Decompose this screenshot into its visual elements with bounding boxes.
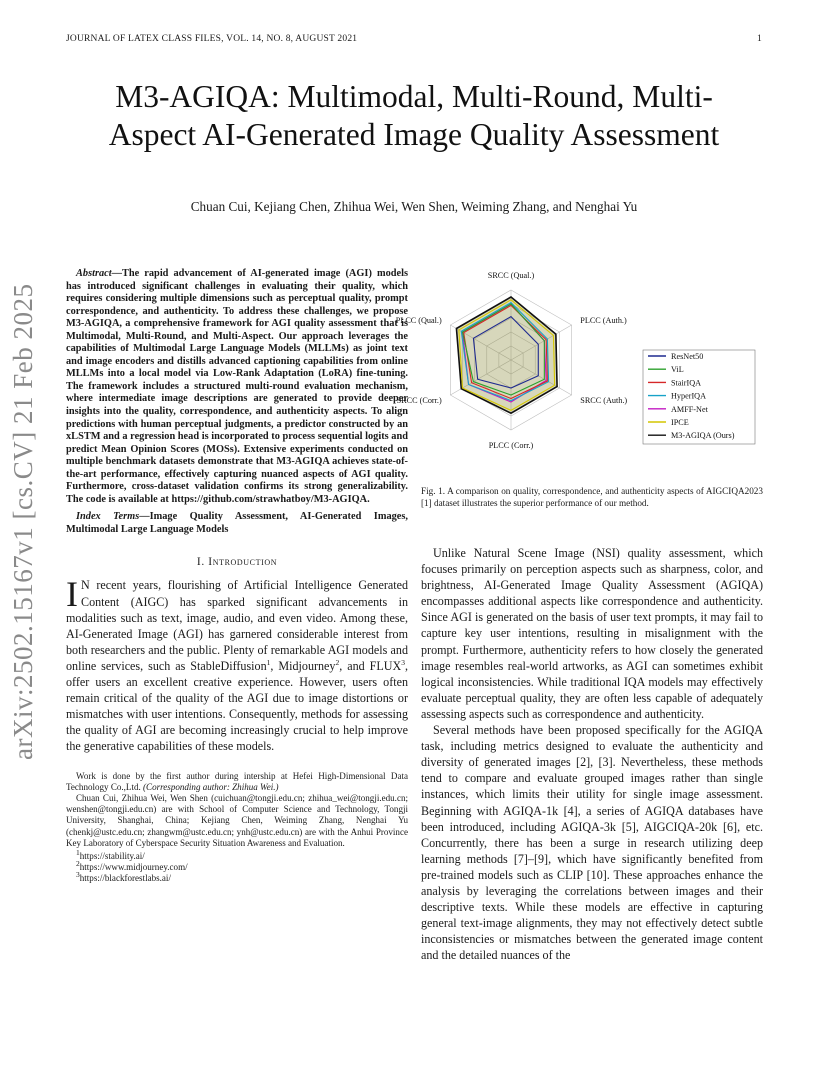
- index-terms: [66, 511, 408, 536]
- left-column: [66, 268, 408, 885]
- corresponding-author-note: (Corresponding author: Zhihua Wei.): [143, 781, 279, 792]
- axis-label: SRCC (Corr.): [396, 396, 442, 405]
- figure-caption: Fig. 1. A comparison on quality, correspondence, and authenticity aspects of AIGCIQA2023 [1] dataset illustrates the superior performance of our method.: [421, 486, 763, 508]
- legend-label: AMFF-Net: [671, 404, 708, 414]
- intro-text-d: , offer users an excellent creative experience. However, users often remain critical of the quality of the AGI due to image distortions or mismatches with user intentions. Consequently, methods for assessing the quality of AGI are becoming increasingly crucial to help improve the generative capabilities of these models.: [66, 658, 408, 754]
- work-note: [66, 771, 408, 793]
- axis-label: PLCC (Corr.): [488, 441, 534, 450]
- footnote-link-2[interactable]: [66, 859, 408, 873]
- intro-text-a: N recent years, flourishing of Artificial Intelligence Generated Content (AIGC) has sparked significant advancements in modalities such as text, image, audio, and even video. Among these, AI-Generated Image (AGI) has garnered considerable interest from both researchers and the public. Plenty of remarkable AGI models and online services, such as StableDiffusion: [66, 578, 408, 673]
- work-note-text: Work is done by the first author during intership at Hefei High-Dimensional Data Technology Co.,Ltd.: [66, 770, 408, 792]
- axis-label: SRCC (Qual.): [487, 271, 535, 280]
- affiliation-note: Chuan Cui, Zhihua Wei, Wen Shen (cuichuan@tongji.edu.cn; zhihua_wei@tongji.edu.cn; wenshen@tongji.edu.cn) are with School of Computer Science and Technology, Tongji University, Shanghai, China; Kejiang Chen, Weiming Zhang, Nenghai Yu (chenkj@ustc.edu.cn; zhangwm@ustc.edu.cn; ynh@ustc.edu.cn) are with the Anhui Province Key Laboratory of Cyberspace Security Situation Awareness and Evaluation.: [66, 792, 408, 848]
- author-list: Chuan Cui, Kejiang Chen, Zhihua Wei, Wen Shen, Weiming Zhang, and Nenghai Yu: [190, 199, 638, 214]
- footnote-url[interactable]: https://blackforestlabs.ai/: [79, 873, 171, 884]
- footnote-url[interactable]: https://stability.ai/: [79, 850, 145, 861]
- footnote-mark: 2: [76, 859, 80, 869]
- intro-paragraph: [66, 574, 408, 754]
- legend-label: ViL: [671, 365, 684, 375]
- section-heading: I. Introduction: [196, 556, 278, 569]
- series-m3-agiqa-ours: [456, 297, 557, 413]
- right-column: [421, 545, 763, 963]
- page-number: 1: [757, 34, 762, 44]
- radar-series-group: [456, 297, 557, 413]
- drop-cap: I: [66, 574, 78, 615]
- footnote-ref-3[interactable]: 3: [401, 657, 405, 667]
- radar-chart: [395, 270, 763, 480]
- intro-text-b: , Midjourney: [270, 658, 336, 673]
- arxiv-identifier[interactable]: arXiv:2502.15167v1 [cs.CV] 21 Feb 2025: [8, 283, 38, 760]
- abstract-lead: Abstract: [76, 268, 112, 279]
- legend-label: M3-AGIQA (Ours): [671, 431, 735, 441]
- footnote-ref-2[interactable]: 2: [335, 657, 340, 667]
- index-terms-text: —Image Quality Assessment, AI-Generated Images, Multimodal Large Language Models: [66, 511, 408, 535]
- index-terms-lead: Index Terms: [76, 511, 140, 523]
- footnote-url[interactable]: https://www.midjourney.com/: [79, 862, 188, 873]
- legend-label: StairIQA: [671, 378, 702, 388]
- axis-label: PLCC (Qual.): [395, 316, 442, 325]
- running-header: [66, 34, 762, 44]
- legend-label: HyperIQA: [671, 391, 707, 401]
- figure-1: [395, 270, 763, 480]
- footnote-link-1[interactable]: [66, 847, 408, 862]
- legend-label: ResNet50: [671, 352, 704, 361]
- abstract: [66, 268, 408, 506]
- journal-line: JOURNAL OF LATEX CLASS FILES, VOL. 14, NO. 8, AUGUST 2021: [66, 34, 358, 44]
- paper-title: M3-AGIQA: Multimodal, Multi-Round, Multi-Aspect AI-Generated Image Quality Assessment: [108, 79, 720, 152]
- legend-label: IPCE: [671, 418, 689, 427]
- footnote-mark: 3: [76, 870, 80, 880]
- footnote-mark: 1: [76, 847, 80, 857]
- paragraph-nsi: Unlike Natural Scene Image (NSI) quality assessment, which focuses primarily on perception aspects such as sharpness, color, and brightness, AI-Generated Image Quality Assessment (AGIQA) encompasses additional aspects like correspondence and authenticity. Since AGI is generated on the basis of user text prompts, it may fail to capture key user intentions, resulting in misalignment with the prompt. Furthermore, authenticity refers to how closely the generated image resembles real-world artworks, as AGI can sometimes exhibit logical inconsistencies. While traditional IQA models may effectively evaluate perceptual quality, they are often less capable of adequately assessing aspects such as correspondence and authenticity.: [421, 546, 763, 721]
- axis-label: SRCC (Auth.): [580, 396, 628, 405]
- axis-label: PLCC (Auth.): [580, 316, 627, 325]
- chart-legend: [643, 350, 755, 444]
- footnote-ref-1[interactable]: 1: [266, 657, 271, 667]
- footnotes: [66, 771, 408, 885]
- paragraph-methods: Several methods have been proposed specifically for the AGIQA task, including metrics designed to evaluate the authenticity and diversity of generated images [2], [3]. Nevertheless, these methods tend to compare and evaluate grouped images rather than single instances, which limits their utility for single image assessment. Beginning with AGIQA-1k [4], a series of AGIQA databases have been introduced, including AGIQA-3k [5], AIGCIQA-20k [6], etc. Concurrently, there has been a surge in research utilizing deep learning methods [7]–[9], which have significantly benefited from pre-trained models such as CLIP [10]. These approaches enhance the analysis by leveraging the correlations between images and their descriptive texts. While these models are effective in capturing general text-image alignments, they may not effectively detect subtle inconsistencies or mismatches between the generated image content and the detailed nuances of the: [421, 723, 763, 963]
- intro-text-c: , and FLUX: [339, 658, 402, 673]
- abstract-text: —The rapid advancement of AI-generated image (AGI) models has introduced significant challenges in evaluating their quality, which requires considering multiple dimensions such as perceptual quality, prompt correspondence, and authenticity. To address these challenges, we propose M3-AGIQA, a comprehensive framework for AGI quality assessment that is Multimodal, Multi-Round, and Multi-Aspect. Our approach leverages the capabilities of Multimodal Large Language Models (MLLMs) as joint text and image encoders and distills advanced captioning capabilities from online MLLMs into a local model via Low-Rank Adaptation (LoRA) fine-tuning. The framework includes a structured multi-round evaluation mechanism, where intermediate image descriptions are generated to provide deeper insights into the quality, correspondence, and authenticity aspects. To align predictions with human perceptual judgments, a predictor constructed by an xLSTM and a regression head is incorporated to process sequential logits and predict Mean Opinion Scores (MOSs). Extensive experiments conducted on multiple benchmark datasets demonstrate that M3-AGIQA achieves state-of-the-art performance, effectively capturing nuanced aspects of AGI quality. Furthermore, cross-dataset validation confirms its strong generalizability. The code is available at https://github.com/strawhatboy/M3-AGIQA.: [66, 268, 408, 505]
- footnote-link-3[interactable]: [66, 870, 408, 884]
